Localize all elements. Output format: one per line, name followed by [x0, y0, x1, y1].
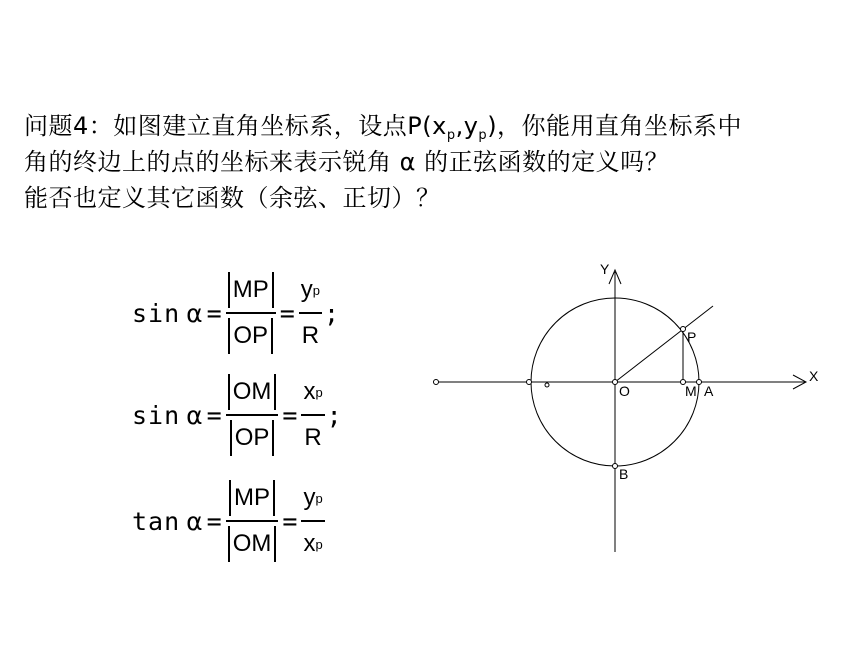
frac-numerator-sub: p — [312, 282, 320, 298]
question-line-1-part-b: ,y — [455, 112, 479, 140]
frac-denominator: R — [304, 424, 322, 451]
equals-sign: = — [206, 400, 222, 430]
abs-denominator: OP — [230, 420, 275, 456]
question-sub-p1: p — [446, 128, 456, 143]
frac-numerator: y — [303, 484, 316, 511]
equals-sign: = — [282, 400, 298, 430]
point-p-label: P — [687, 329, 697, 345]
frac-numerator: x — [303, 378, 316, 405]
question-line-2: 角的终边上的点的坐标来表示锐角 α 的正弦函数的定义吗？ — [24, 148, 670, 176]
point-a — [697, 380, 702, 385]
frac-numerator-sub: p — [315, 384, 323, 400]
x-axis-label: X — [809, 368, 819, 384]
abs-numerator: OM — [228, 374, 277, 410]
abs-denominator: OP — [228, 318, 273, 354]
small-point — [545, 383, 549, 387]
equals-sign: = — [206, 298, 222, 328]
frac-numerator-sub: p — [315, 490, 323, 506]
point-m-label: M — [685, 383, 697, 399]
abs-numerator: MP — [228, 272, 274, 308]
function-name: sin — [132, 400, 181, 430]
frac-denominator: x — [303, 530, 316, 557]
point-b-label: B — [619, 466, 629, 482]
y-axis-label: Y — [600, 261, 610, 277]
question-line-1-part-c: )，你能用直角坐标系中 — [487, 112, 743, 140]
abs-denominator: OM — [228, 526, 277, 562]
frac-numerator: y — [300, 276, 313, 303]
axis-end-point — [434, 380, 439, 385]
function-name: sin — [132, 298, 181, 328]
function-name: tan — [132, 506, 181, 536]
question-line-3: 能否也定义其它函数（余弦、正切）？ — [24, 184, 441, 212]
origin-point — [613, 380, 618, 385]
point-a-label: A — [704, 383, 714, 399]
circle-x-intercept-left — [527, 380, 532, 385]
point-p — [681, 327, 686, 332]
origin-label: O — [619, 383, 630, 399]
equals-sign: = — [206, 506, 222, 536]
equals-sign: = — [279, 298, 295, 328]
semicolon: ; — [324, 298, 340, 328]
abs-numerator: MP — [229, 480, 275, 516]
semicolon: ; — [326, 400, 342, 430]
question-line-1-part-a: 问题4：如图建立直角坐标系，设点P(x — [24, 112, 447, 140]
question-sub-p2: p — [478, 128, 488, 143]
point-b — [613, 464, 618, 469]
alpha-symbol: α — [186, 400, 203, 430]
alpha-symbol: α — [186, 506, 203, 536]
equals-sign: = — [282, 506, 298, 536]
frac-denominator-sub: p — [315, 536, 323, 552]
alpha-symbol: α — [186, 298, 203, 328]
frac-denominator: R — [301, 322, 320, 349]
